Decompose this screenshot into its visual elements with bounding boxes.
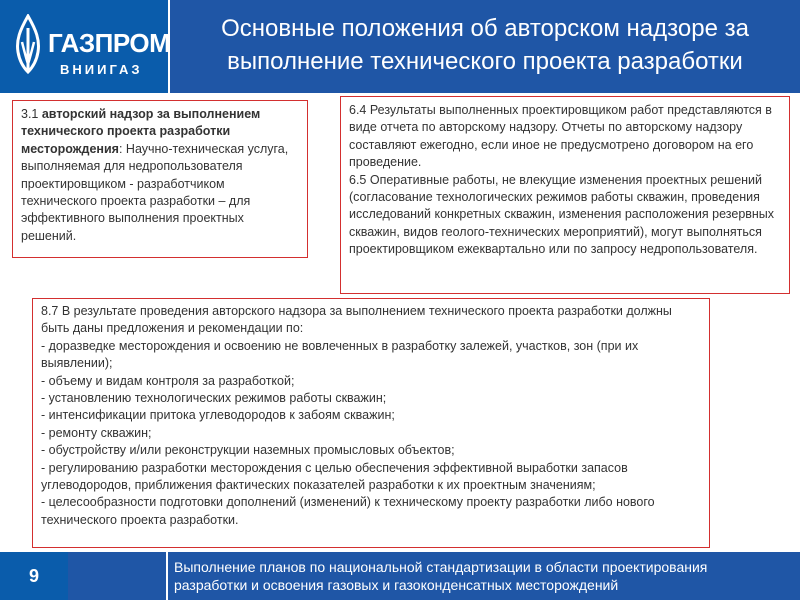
definition-body: : Научно-техническая услуга, выполняемая для недропользователя проектировщиком - разработчиком технического проекта разработки – для эффективного выполнения проектных решений.	[21, 141, 289, 243]
definition-term: авторский надзор за выполнением технического проекта разработки месторождения	[21, 107, 261, 156]
recommendations-box	[32, 298, 710, 548]
header-bar	[0, 0, 800, 93]
recommendation-line: 8.7 В результате проведения авторского надзора за выполнением технического проекта разработки должны быть даны предложения и рекомендации по:	[41, 304, 672, 336]
footer-caption: Выполнение планов по национальной стандартизации в области проектирования разработки и освоения газовых и газоконденсатных месторождений	[174, 559, 708, 593]
logo-text-main: ГАЗПРОМ	[48, 28, 171, 58]
recommendation-line: - доразведке месторождения и освоению не вовлеченных в разработку залежей, участков, зон (при их выявлении);	[41, 338, 639, 371]
recommendation-line: - объему и видам контроля за разработкой;	[41, 373, 295, 388]
definition-box	[12, 100, 308, 258]
footer-bar	[0, 552, 800, 600]
recommendation-line: - регулированию разработки месторождения с целью обеспечения эффективной выработки запасов углеводородов, приближения фактических показателей разработки к их проектным значениям;	[41, 460, 628, 493]
recommendation-line: - установлению технологических режимов работы скважин;	[41, 391, 387, 406]
recommendation-line: - целесообразности подготовки дополнений (изменений) к техническому проекту разработки либо нового технического проекта разработки.	[41, 495, 655, 527]
definition-number: 3.1	[21, 107, 42, 121]
definition-text	[21, 106, 299, 245]
reporting-paragraph-6-5: 6.5 Оперативные работы, не влекущие изменения проектных решений (согласование технологических режимов работы скважин, проведения исследований конкретных скважин, изменения расположения резервных скважин, видов геолого-технических мероприятий), могут выполняться проектировщиком ежеквартально или по запросу недропользователя.	[349, 172, 775, 257]
footer-divider	[166, 552, 168, 600]
page-number: 9	[0, 552, 68, 600]
reporting-box	[340, 96, 790, 294]
gazprom-logo	[0, 0, 170, 93]
flame-icon	[12, 14, 44, 74]
recommendation-line: - интенсификации притока углеводородов к забоям скважин;	[41, 408, 395, 423]
recommendation-line: - обустройству и/или реконструкции наземных промысловых объектов;	[41, 443, 455, 458]
recommendation-line: - ремонту скважин;	[41, 425, 152, 440]
logo-text-sub: ВНИИГАЗ	[60, 62, 143, 77]
reporting-paragraph-6-4: 6.4 Результаты выполненных проектировщиком работ представляются в виде отчета по авторскому надзору. Отчеты по авторскому надзору составляют ежегодно, если иное не предусмотрено договором на его проведение.	[349, 103, 772, 170]
slide-title: Основные положения об авторском надзоре за выполнение технического проекта разработки	[221, 15, 749, 75]
